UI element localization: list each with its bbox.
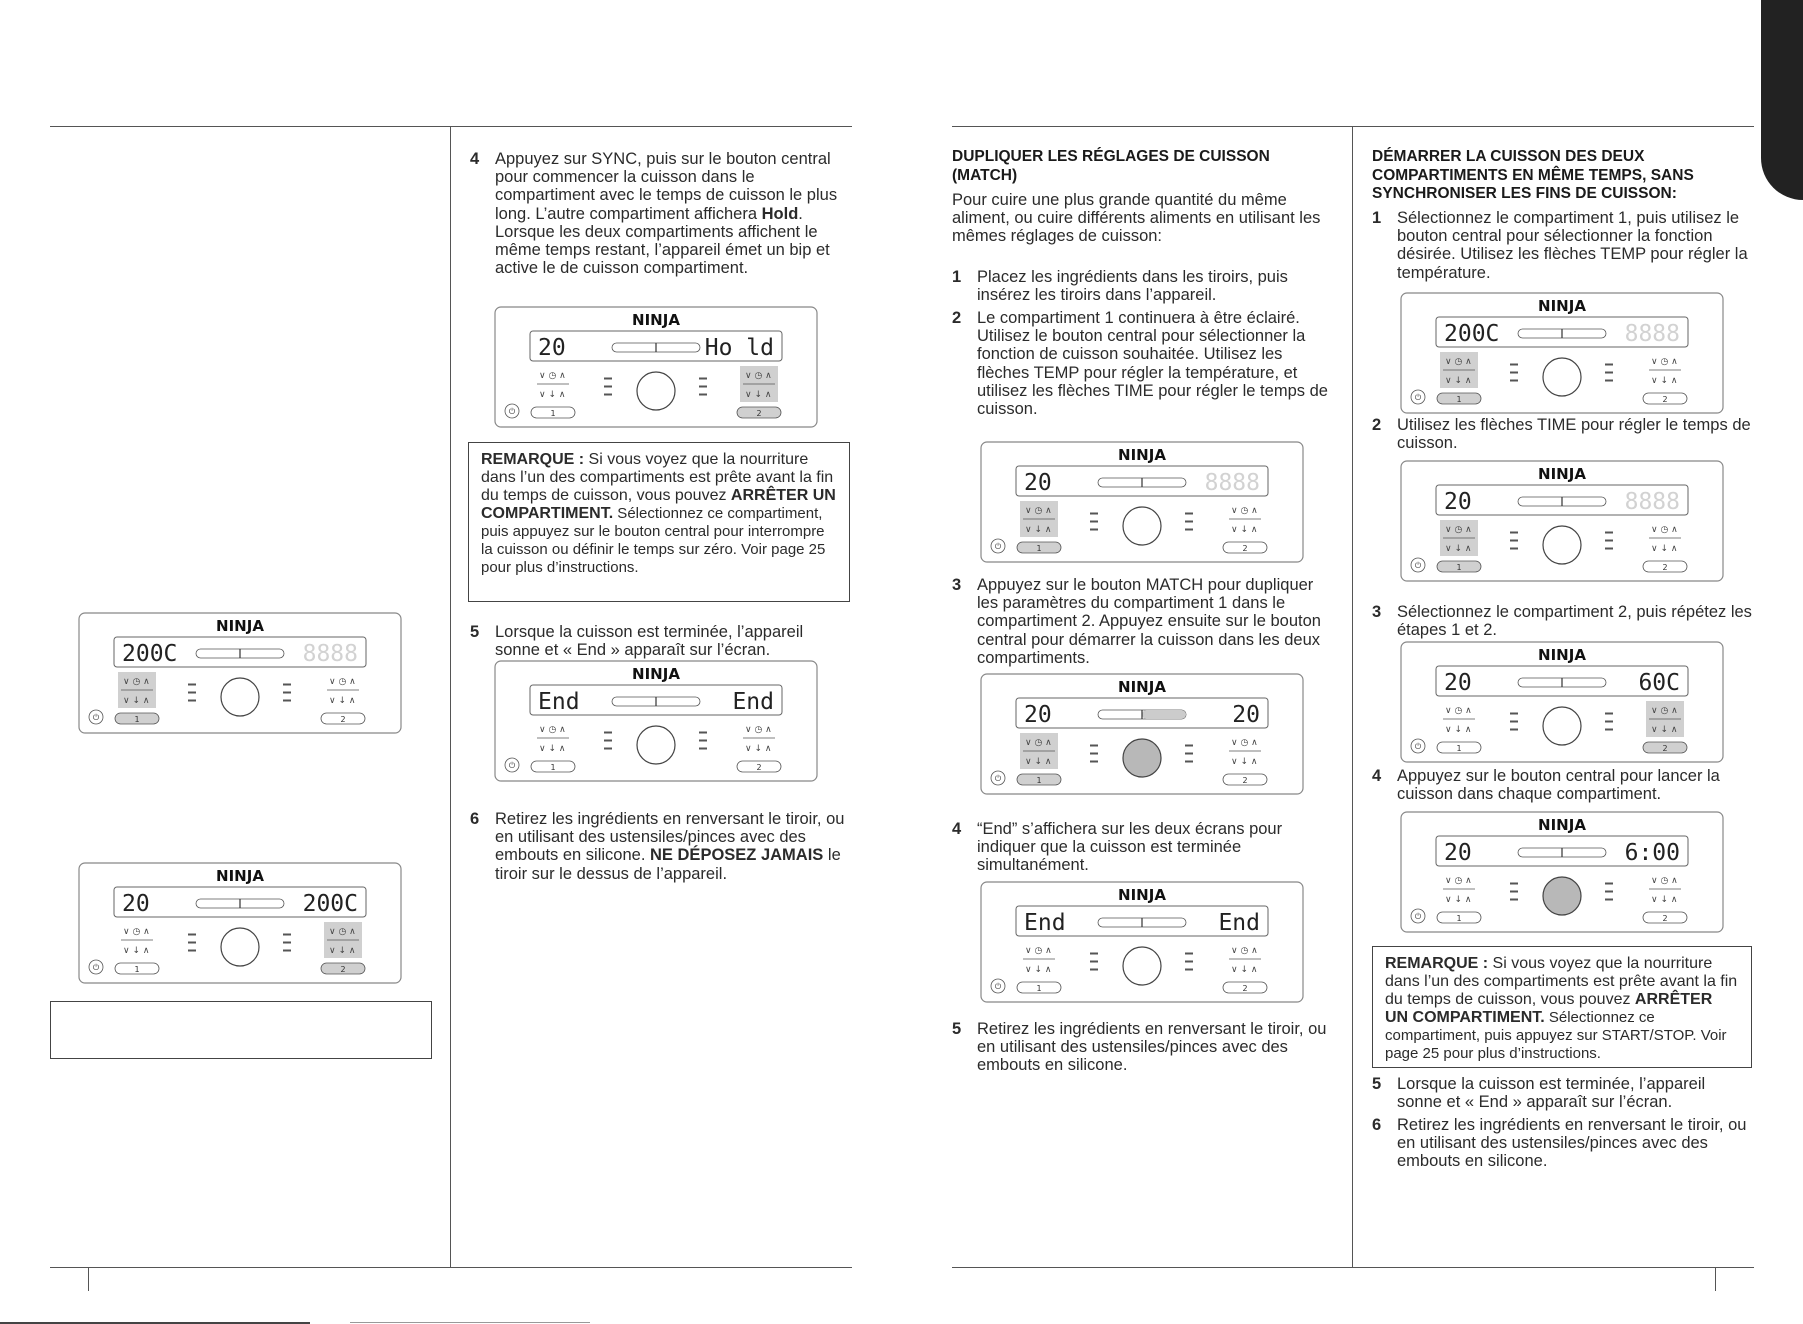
- control-panel: [78, 862, 402, 984]
- bottom-rule-right: [952, 1267, 1754, 1268]
- control-panel-drawing: [494, 306, 818, 428]
- right-zone-number: 2: [340, 965, 346, 974]
- right-time-arrows: ∨ ◷ ∧: [1231, 506, 1258, 516]
- step-number: 1: [1372, 209, 1382, 227]
- left-zone-number: 1: [134, 715, 140, 724]
- control-panel-drawing: [1400, 641, 1724, 763]
- screen-right-readout: 8888: [1204, 470, 1260, 496]
- right-time-arrows: ∨ ◷ ∧: [1651, 706, 1678, 716]
- right-zone-number: 2: [1662, 395, 1668, 404]
- left-zone-number: 1: [1036, 544, 1042, 553]
- left-temp-arrows: ∨ ↓ ∧: [123, 696, 150, 706]
- control-panel-drawing: [980, 441, 1304, 563]
- step-text: Appuyez sur le bouton central pour lancer la cuisson dans chaque compartiment.: [1397, 767, 1720, 804]
- left-zone-number: 1: [1456, 744, 1462, 753]
- empty-note-box: [50, 1001, 432, 1059]
- step-5: [952, 1020, 1334, 1075]
- control-panel-drawing: [78, 612, 402, 734]
- right-temp-arrows: ∨ ↓ ∧: [1651, 544, 1678, 554]
- ninja-logo: NINJA: [1538, 465, 1586, 483]
- step-number: 1: [952, 268, 962, 286]
- step-4: [952, 820, 1334, 875]
- section-tab: [1761, 0, 1803, 200]
- bottom-rule-left: [50, 1267, 852, 1268]
- right-zone-number: 2: [1242, 776, 1248, 785]
- power-glyph: ⏻: [994, 542, 1002, 551]
- step-number: 3: [952, 576, 962, 594]
- ninja-logo: NINJA: [632, 311, 680, 329]
- control-panel-drawing: [78, 862, 402, 984]
- center-dial: [221, 928, 259, 966]
- step-4: [1372, 767, 1754, 803]
- left-zone-number: 1: [1036, 984, 1042, 993]
- right-temp-arrows: ∨ ↓ ∧: [1231, 965, 1258, 975]
- step-1: [1372, 209, 1754, 282]
- ninja-logo: NINJA: [1118, 446, 1166, 464]
- right-time-arrows: ∨ ◷ ∧: [745, 371, 772, 381]
- screen-right-readout: End: [1218, 910, 1260, 936]
- control-panel: [1400, 641, 1724, 763]
- right-time-arrows: ∨ ◷ ∧: [1231, 946, 1258, 956]
- step-number: 4: [470, 150, 480, 168]
- power-glyph: ⏻: [92, 963, 100, 972]
- remarque-note: REMARQUE : Si vous voyez que la nourriture dans l’un des compartiments est prête avant la fin du temps de cuisson, vous pouvez ARRÊTER UN COMPARTIMENT. Sélectionnez ce compartiment, puis appuyez sur START/STOP. Voir page 25 pour plus d’instructions.: [1372, 946, 1752, 1068]
- remarque-note: REMARQUE : Si vous voyez que la nourriture dans l’un des compartiments est prête avant la fin du temps de cuisson, vous pouvez ARRÊTER UN COMPARTIMENT. Sélectionnez ce compartiment, puis appuyez sur le bouton central pour interrompre la cuisson ou définir le temps sur zéro. Voir page 25 pour plus d’instructions.: [468, 442, 850, 602]
- step-2: [1372, 416, 1754, 452]
- ninja-logo: NINJA: [1538, 816, 1586, 834]
- bottom-tick-right: [1715, 1267, 1716, 1291]
- right-temp-arrows: ∨ ↓ ∧: [745, 390, 772, 400]
- left-time-arrows: ∨ ◷ ∧: [539, 725, 566, 735]
- power-glyph: ⏻: [508, 407, 516, 416]
- control-panel: [1400, 292, 1724, 414]
- right-time-arrows: ∨ ◷ ∧: [1651, 525, 1678, 535]
- right-temp-arrows: ∨ ↓ ∧: [329, 696, 356, 706]
- right-zone-number: 2: [1242, 544, 1248, 553]
- ninja-logo: NINJA: [216, 867, 264, 885]
- step-text: Retirez les ingrédients en renversant le tiroir, ou en utilisant des ustensiles/pinces avec des embouts en silicone. NE DÉPOSEZ JAMAIS le tiroir sur le dessus de l’appareil.: [495, 810, 845, 883]
- left-time-arrows: ∨ ◷ ∧: [1445, 876, 1472, 886]
- right-zone-number: 2: [1662, 744, 1668, 753]
- right-time-arrows: ∨ ◷ ∧: [329, 677, 356, 687]
- step-number: 2: [952, 309, 962, 327]
- screen-left-readout: 20: [538, 335, 566, 361]
- step-number: 6: [1372, 1116, 1382, 1134]
- step-1: [952, 268, 1334, 304]
- right-time-arrows: ∨ ◷ ∧: [1651, 357, 1678, 367]
- step-number: 2: [1372, 416, 1382, 434]
- right-time-arrows: ∨ ◷ ∧: [1651, 876, 1678, 886]
- right-zone-number: 2: [340, 715, 346, 724]
- center-dial: [1543, 526, 1581, 564]
- step-5: [470, 623, 850, 659]
- left-temp-arrows: ∨ ↓ ∧: [1025, 757, 1052, 767]
- step-6: [470, 810, 850, 883]
- control-panel-drawing: [980, 881, 1304, 1003]
- ninja-logo: NINJA: [632, 665, 680, 683]
- step-text: “End” s’affichera sur les deux écrans pour indiquer que la cuisson est terminée simultanément.: [977, 820, 1283, 875]
- control-panel: [78, 612, 402, 734]
- screen-left-readout: 200C: [122, 641, 178, 667]
- screen-right-readout: 6:00: [1624, 840, 1680, 866]
- screen-left-readout: 20: [1024, 702, 1052, 728]
- screen-left-readout: 20: [1024, 470, 1052, 496]
- power-glyph: ⏻: [994, 982, 1002, 991]
- left-time-arrows: ∨ ◷ ∧: [1445, 706, 1472, 716]
- match-highlight: [1142, 710, 1186, 719]
- left-zone-number: 1: [1036, 776, 1042, 785]
- right-zone-number: 2: [1662, 914, 1668, 923]
- step-text: Sélectionnez le compartiment 1, puis utilisez le bouton central pour sélectionner la fonction désirée. Utilisez les flèches TEMP pour régler la température.: [1397, 209, 1748, 282]
- left-zone-number: 1: [550, 763, 556, 772]
- right-temp-arrows: ∨ ↓ ∧: [1231, 757, 1258, 767]
- screen-left-readout: End: [538, 689, 580, 715]
- ninja-logo: NINJA: [1538, 297, 1586, 315]
- screen-right-readout: 8888: [1624, 489, 1680, 515]
- step-text: Retirez les ingrédients en renversant le tiroir, ou en utilisant des ustensiles/pinces avec des embouts en silicone.: [1397, 1116, 1747, 1171]
- control-panel-drawing: [1400, 460, 1724, 582]
- step-number: 5: [952, 1020, 962, 1038]
- ninja-logo: NINJA: [216, 617, 264, 635]
- control-panel: [1400, 811, 1724, 933]
- right-zone-number: 2: [756, 409, 762, 418]
- step-text: Utilisez les flèches TIME pour régler le temps de cuisson.: [1397, 416, 1751, 453]
- right-temp-arrows: ∨ ↓ ∧: [745, 744, 772, 754]
- right-zone-number: 2: [1662, 563, 1668, 572]
- column-divider-2: [1352, 126, 1353, 1267]
- control-panel: [1400, 460, 1724, 582]
- screen-left-readout: 20: [122, 891, 150, 917]
- step-3: [952, 576, 1334, 667]
- top-rule-right: [952, 126, 1754, 127]
- step-5: [1372, 1075, 1754, 1111]
- power-glyph: ⏻: [1414, 561, 1422, 570]
- column-divider-1: [450, 126, 451, 1267]
- control-panel: [980, 673, 1304, 795]
- screen-right-readout: 20: [1232, 702, 1260, 728]
- step-text: Le compartiment 1 continuera à être éclairé. Utilisez le bouton central pour sélectionner la fonction de cuisson souhaitée. Utilisez les flèches TEMP pour régler la température, et utilisez les flèches TIME pour régler le temps de cuisson.: [977, 309, 1328, 419]
- screen-right-readout: Ho ld: [704, 335, 774, 361]
- power-glyph: ⏻: [994, 774, 1002, 783]
- left-temp-arrows: ∨ ↓ ∧: [1445, 376, 1472, 386]
- left-time-arrows: ∨ ◷ ∧: [123, 927, 150, 937]
- left-time-arrows: ∨ ◷ ∧: [1025, 738, 1052, 748]
- power-glyph: ⏻: [92, 713, 100, 722]
- step-number: 6: [470, 810, 480, 828]
- right-temp-arrows: ∨ ↓ ∧: [1231, 525, 1258, 535]
- screen-right-readout: 8888: [1624, 321, 1680, 347]
- step-text: Placez les ingrédients dans les tiroirs, puis insérez les tiroirs dans l’appareil.: [977, 268, 1288, 305]
- left-zone-number: 1: [1456, 563, 1462, 572]
- step-text: Appuyez sur SYNC, puis sur le bouton central pour commencer la cuisson dans le compartiment avec le temps de cuisson le plus long. L’autre compartiment affichera Hold. Lorsque les deux compartiments affichent le même temps restant, l’appareil émet un bip et active le de cuisson compartiment.: [495, 150, 838, 278]
- screen-right-readout: End: [732, 689, 774, 715]
- left-temp-arrows: ∨ ↓ ∧: [1025, 965, 1052, 975]
- step-4: [470, 150, 842, 277]
- control-panel-drawing: [980, 673, 1304, 795]
- step-number: 5: [1372, 1075, 1382, 1093]
- screen-right-readout: 200C: [302, 891, 358, 917]
- center-dial: [221, 678, 259, 716]
- power-glyph: ⏻: [508, 761, 516, 770]
- center-dial: [637, 372, 675, 410]
- step-text: Retirez les ingrédients en renversant le tiroir, ou en utilisant des ustensiles/pinces avec des embouts en silicone.: [977, 1020, 1327, 1075]
- left-zone-number: 1: [134, 965, 140, 974]
- right-time-arrows: ∨ ◷ ∧: [745, 725, 772, 735]
- right-temp-arrows: ∨ ↓ ∧: [1651, 725, 1678, 735]
- right-temp-arrows: ∨ ↓ ∧: [1651, 895, 1678, 905]
- screen-left-readout: 20: [1444, 489, 1472, 515]
- step-number: 4: [1372, 767, 1382, 785]
- right-zone-number: 2: [1242, 984, 1248, 993]
- screen-left-readout: 20: [1444, 670, 1472, 696]
- step-number: 3: [1372, 603, 1382, 621]
- crop-mark-mid: [350, 1322, 590, 1323]
- left-time-arrows: ∨ ◷ ∧: [1025, 506, 1052, 516]
- ninja-logo: NINJA: [1118, 886, 1166, 904]
- right-time-arrows: ∨ ◷ ∧: [329, 927, 356, 937]
- right-time-arrows: ∨ ◷ ∧: [1231, 738, 1258, 748]
- power-glyph: ⏻: [1414, 912, 1422, 921]
- step-number: 4: [952, 820, 962, 838]
- left-time-arrows: ∨ ◷ ∧: [123, 677, 150, 687]
- step-2: [952, 309, 1334, 418]
- left-temp-arrows: ∨ ↓ ∧: [539, 390, 566, 400]
- top-rule-left: [50, 126, 852, 127]
- screen-left-readout: 20: [1444, 840, 1472, 866]
- center-dial: [1543, 358, 1581, 396]
- power-glyph: ⏻: [1414, 393, 1422, 402]
- left-zone-number: 1: [1456, 914, 1462, 923]
- bottom-tick-left: [88, 1267, 89, 1291]
- control-panel-drawing: [494, 660, 818, 782]
- screen-right-readout: 60C: [1638, 670, 1680, 696]
- screen-left-readout: End: [1024, 910, 1066, 936]
- center-dial: [1123, 507, 1161, 545]
- left-temp-arrows: ∨ ↓ ∧: [539, 744, 566, 754]
- center-dial: [1123, 947, 1161, 985]
- ninja-logo: NINJA: [1538, 646, 1586, 664]
- left-temp-arrows: ∨ ↓ ∧: [123, 946, 150, 956]
- match-heading: DUPLIQUER LES RÉGLAGES DE CUISSON (MATCH): [952, 148, 1270, 184]
- step-3: [1372, 603, 1754, 639]
- control-panel-drawing: [1400, 811, 1724, 933]
- center-dial: [637, 726, 675, 764]
- left-time-arrows: ∨ ◷ ∧: [1445, 525, 1472, 535]
- center-dial: [1123, 739, 1161, 777]
- ninja-logo: NINJA: [1118, 678, 1166, 696]
- screen-left-readout: 200C: [1444, 321, 1500, 347]
- control-panel: [494, 660, 818, 782]
- match-intro: Pour cuire une plus grande quantité du même aliment, ou cuire différents aliments en utilisant les mêmes réglages de cuisson:: [952, 191, 1321, 246]
- control-panel-drawing: [1400, 292, 1724, 414]
- control-panel: [980, 441, 1304, 563]
- no-sync-heading: DÉMARRER LA CUISSON DES DEUX COMPARTIMENTS EN MÊME TEMPS, SANS SYNCHRONISER LES FINS DE CUISSON:: [1372, 148, 1694, 202]
- left-time-arrows: ∨ ◷ ∧: [1445, 357, 1472, 367]
- left-temp-arrows: ∨ ↓ ∧: [1445, 895, 1472, 905]
- step-text: Lorsque la cuisson est terminée, l’appareil sonne et « End » apparaît sur l’écran.: [1397, 1075, 1706, 1112]
- left-time-arrows: ∨ ◷ ∧: [539, 371, 566, 381]
- right-temp-arrows: ∨ ↓ ∧: [1651, 376, 1678, 386]
- step-text: Lorsque la cuisson est terminée, l’appareil sonne et « End » apparaît sur l’écran.: [495, 623, 804, 660]
- step-6: [1372, 1116, 1754, 1171]
- left-temp-arrows: ∨ ↓ ∧: [1025, 525, 1052, 535]
- right-temp-arrows: ∨ ↓ ∧: [329, 946, 356, 956]
- step-number: 5: [470, 623, 480, 641]
- center-dial: [1543, 707, 1581, 745]
- right-zone-number: 2: [756, 763, 762, 772]
- left-time-arrows: ∨ ◷ ∧: [1025, 946, 1052, 956]
- left-zone-number: 1: [550, 409, 556, 418]
- power-glyph: ⏻: [1414, 742, 1422, 751]
- left-temp-arrows: ∨ ↓ ∧: [1445, 544, 1472, 554]
- screen-right-readout: 8888: [302, 641, 358, 667]
- step-text: Appuyez sur le bouton MATCH pour dupliquer les paramètres du compartiment 1 dans le compartiment 2. Appuyez ensuite sur le bouton central pour démarrer la cuisson dans les deux compartiments.: [977, 576, 1321, 667]
- left-zone-number: 1: [1456, 395, 1462, 404]
- left-temp-arrows: ∨ ↓ ∧: [1445, 725, 1472, 735]
- control-panel: [980, 881, 1304, 1003]
- center-dial: [1543, 877, 1581, 915]
- control-panel: [494, 306, 818, 428]
- step-text: Sélectionnez le compartiment 2, puis répétez les étapes 1 et 2.: [1397, 603, 1752, 640]
